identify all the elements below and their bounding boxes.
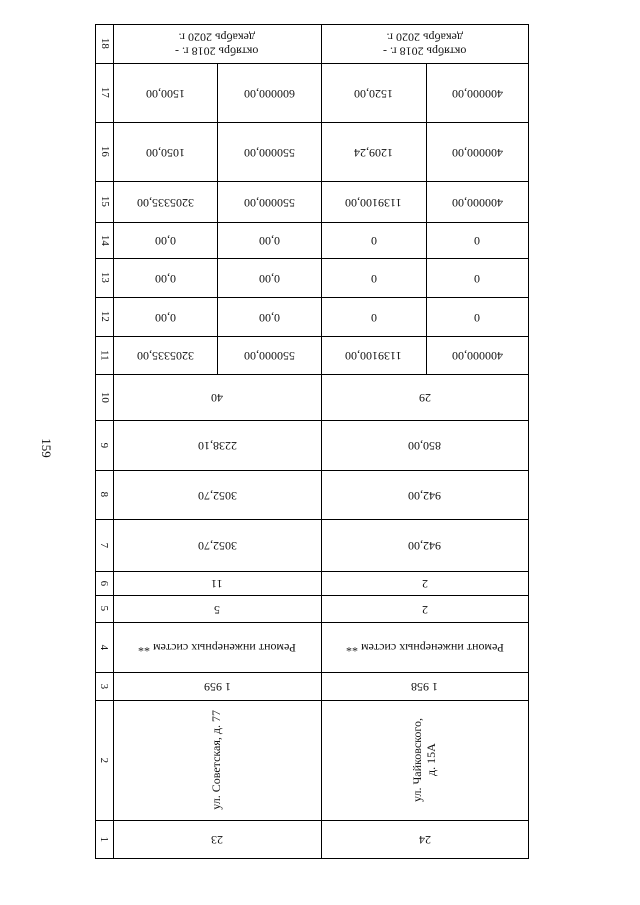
row23-c15a: 3205335,00 xyxy=(136,195,194,210)
row23-c9: 2238,10 xyxy=(197,438,237,453)
row24-number: 24 xyxy=(418,832,431,847)
row23-c8: 3052,70 xyxy=(197,488,237,503)
col-header-17: 17 xyxy=(98,86,111,98)
row23-year: 1 959 xyxy=(203,679,231,694)
col-header-7: 7 xyxy=(98,542,111,548)
col-header-12: 12 xyxy=(98,310,111,322)
col-header-6: 6 xyxy=(98,580,111,586)
col-header-15: 15 xyxy=(98,195,111,207)
row24-c17a: 1520,00 xyxy=(354,86,393,101)
row24-c14b: 0 xyxy=(474,233,480,248)
row24-c13a: 0 xyxy=(370,271,377,286)
row24-c11a: 1139100,00 xyxy=(345,348,402,363)
row24-c12a: 0 xyxy=(370,310,377,325)
col-header-9: 9 xyxy=(98,442,111,448)
row24-c16b: 400000,00 xyxy=(451,145,503,160)
col-header-3: 3 xyxy=(98,683,111,689)
row24-c12b: 0 xyxy=(474,310,480,325)
row23-c7: 3052,70 xyxy=(197,538,237,553)
col-header-14: 14 xyxy=(98,234,111,246)
row23-period: октябрь 2018 г. - декабрь 2020 г. xyxy=(175,30,259,59)
col-header-16: 16 xyxy=(98,145,111,157)
row24-c7: 942,00 xyxy=(408,538,441,553)
row24-c5: 2 xyxy=(421,602,428,617)
row24-address: ул. Чайковского, д. 15А xyxy=(409,718,438,802)
col-header-13: 13 xyxy=(98,271,111,283)
row24-c9: 850,00 xyxy=(408,438,441,453)
col-header-4: 4 xyxy=(98,644,111,650)
col-header-5: 5 xyxy=(98,605,111,612)
row23-c16a: 1050,00 xyxy=(145,145,185,160)
row23-work-type: Ремонт инженерных систем ** xyxy=(138,640,296,655)
col-header-8: 8 xyxy=(98,491,111,498)
col-header-18: 18 xyxy=(98,37,111,49)
row23-c14b: 0,00 xyxy=(258,233,280,248)
row24-c17b: 400000,00 xyxy=(451,86,503,101)
row23-c12b: 0,00 xyxy=(258,310,280,325)
row24-c11b: 400000,00 xyxy=(451,348,503,363)
col-header-1: 1 xyxy=(98,836,111,842)
row23-c13a: 0,00 xyxy=(154,271,176,286)
row24-c14a: 0 xyxy=(370,233,377,248)
row23-c5: 5 xyxy=(214,602,220,617)
col-header-11: 11 xyxy=(98,349,111,361)
row24-c13b: 0 xyxy=(474,271,480,286)
row24-year: 1 958 xyxy=(411,679,438,694)
row23-c6: 11 xyxy=(211,576,223,591)
col-header-10: 10 xyxy=(98,391,111,403)
row23-number: 23 xyxy=(211,832,223,847)
row24-work-type: Ремонт инженерных систем ** xyxy=(345,640,504,655)
col-header-2: 2 xyxy=(98,757,111,763)
row24-c8: 942,00 xyxy=(408,488,441,503)
row24-c16a: 1209,24 xyxy=(354,145,393,160)
row24-c6: 2 xyxy=(421,576,428,591)
row23-c15b: 550000,00 xyxy=(243,195,295,210)
row24-c15a: 1139100,00 xyxy=(345,195,402,210)
row24-c15b: 400000,00 xyxy=(451,195,503,210)
row24-c10: 29 xyxy=(418,390,431,405)
row24-period: октябрь 2018 г. - декабрь 2020 г. xyxy=(382,30,467,59)
row23-c11a: 3205335,00 xyxy=(136,348,194,363)
row23-c17a: 1500,00 xyxy=(145,86,185,101)
row23-c12a: 0,00 xyxy=(154,310,176,325)
row23-address: ул. Советская, д. 77 xyxy=(209,710,224,810)
page-number: 159 xyxy=(38,438,54,458)
row23-c11b: 550000,00 xyxy=(243,348,295,363)
row23-c16b: 550000,00 xyxy=(243,145,295,160)
row23-c14a: 0,00 xyxy=(154,233,176,248)
row23-c13b: 0,00 xyxy=(258,271,280,286)
row23-c17b: 600000,00 xyxy=(243,86,295,101)
row23-c10: 40 xyxy=(211,390,223,405)
